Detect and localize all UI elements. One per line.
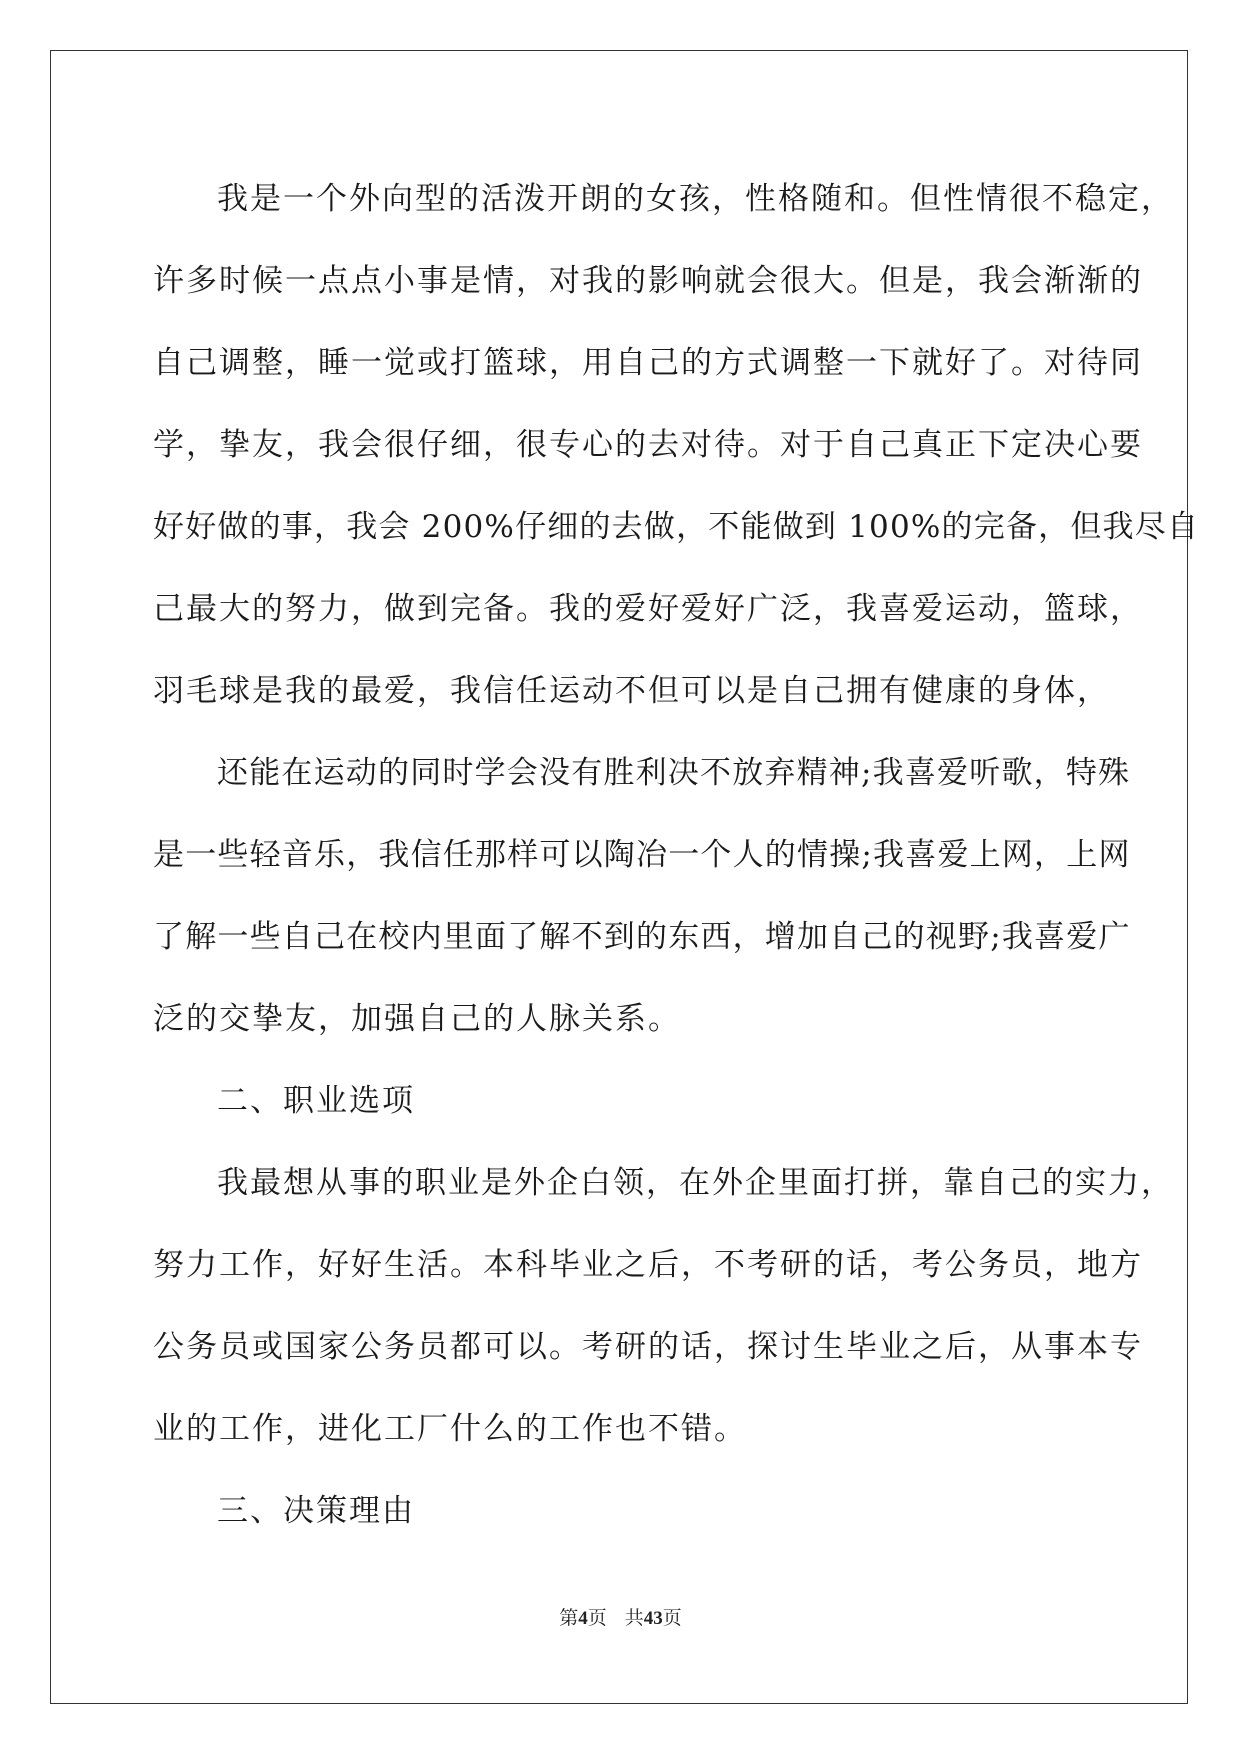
paragraph-line: 羽毛球是我的最爱，我信任运动不但可以是自己拥有健康的身体， [153,673,1110,709]
page-number: 4 [578,1608,588,1629]
paragraph-line: 泛的交挚友，加强自己的人脉关系。 [153,1001,681,1037]
total-pages: 43 [643,1608,663,1629]
total-prefix: 共 [624,1608,644,1629]
paragraph-line: 好好做的事，我会 200%仔细的去做，不能做到 100%的完备，但我尽自 [153,509,1200,545]
paragraph-line: 了解一些自己在校内里面了解不到的东西，增加自己的视野;我喜爱广 [153,919,1131,955]
paragraph-line: 我最想从事的职业是外企白领，在外企里面打拼，靠自己的实力， [217,1165,1174,1201]
paragraph-line: 许多时候一点点小事是情，对我的影响就会很大。但是，我会渐渐的 [153,263,1143,299]
section-heading: 三、决策理由 [217,1493,415,1529]
paragraph-line: 自己调整，睡一觉或打篮球，用自己的方式调整一下就好了。对待同 [153,345,1143,381]
total-suffix: 页 [662,1608,682,1629]
page-suffix: 页 [587,1608,607,1629]
paragraph-line: 是一些轻音乐，我信任那样可以陶冶一个人的情操;我喜爱上网，上网 [153,837,1131,873]
paragraph-line: 己最大的努力，做到完备。我的爱好爱好广泛，我喜爱运动，篮球， [153,591,1143,627]
paragraph-line: 公务员或国家公务员都可以。考研的话，探讨生毕业之后，从事本专 [153,1329,1143,1365]
paragraph-line: 还能在运动的同时学会没有胜利决不放弃精神;我喜爱听歌，特殊 [217,755,1131,791]
document-body [153,158,1200,1552]
paragraph-line: 业的工作，进化工厂什么的工作也不错。 [153,1411,747,1447]
paragraph-line: 努力工作，好好生活。本科毕业之后，不考研的话，考公务员，地方 [153,1247,1143,1283]
paragraph-line: 学，挚友，我会很仔细，很专心的去对待。对于自己真正下定决心要 [153,427,1143,463]
page-prefix: 第 [559,1608,579,1629]
paragraph-line: 我是一个外向型的活泼开朗的女孩，性格随和。但性情很不稳定， [217,181,1174,217]
page-footer [0,1607,1241,1631]
section-heading: 二、职业选项 [217,1083,415,1119]
